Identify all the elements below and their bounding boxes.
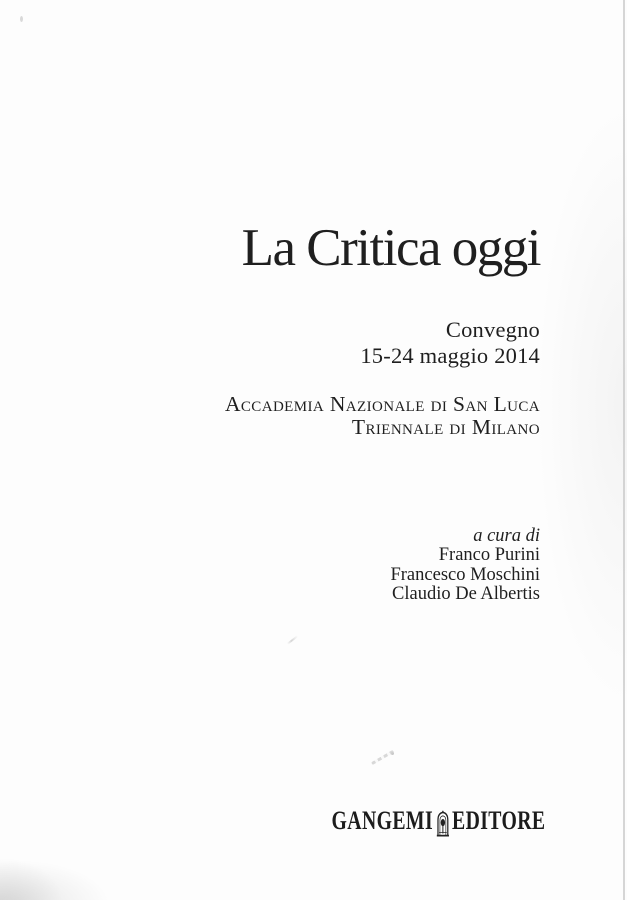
curator-name-1: Franco Purini [438,545,540,566]
arch-aedicule-icon [435,810,449,837]
event-dates: 15-24 maggio 2014 [360,343,540,368]
curators-block [390,527,540,605]
event-name: Convegno [445,317,540,342]
publisher-word-editore: EDITORE [451,806,545,835]
faint-pencil-mark [287,635,298,645]
institution-triennale-milano: Triennale di Milano [351,414,540,439]
event-block [360,317,540,369]
publisher-logo [331,806,545,836]
curators-label: a cura di [473,526,540,546]
scan-edge-shadow [623,0,625,900]
book-title: La Critica oggi [241,219,540,277]
institution-accademia-san-luca: Accademia Nazionale di San Luca [224,392,540,416]
faint-pencil-mark [371,750,394,765]
curator-name-2: Francesco Moschini [390,564,540,585]
curator-name-3: Claudio De Albertis [392,584,540,605]
publisher-word-gangemi: GANGEMI [331,806,433,835]
scan-speck [20,16,23,22]
scan-smudge [0,860,110,900]
institutions-block [225,393,540,438]
